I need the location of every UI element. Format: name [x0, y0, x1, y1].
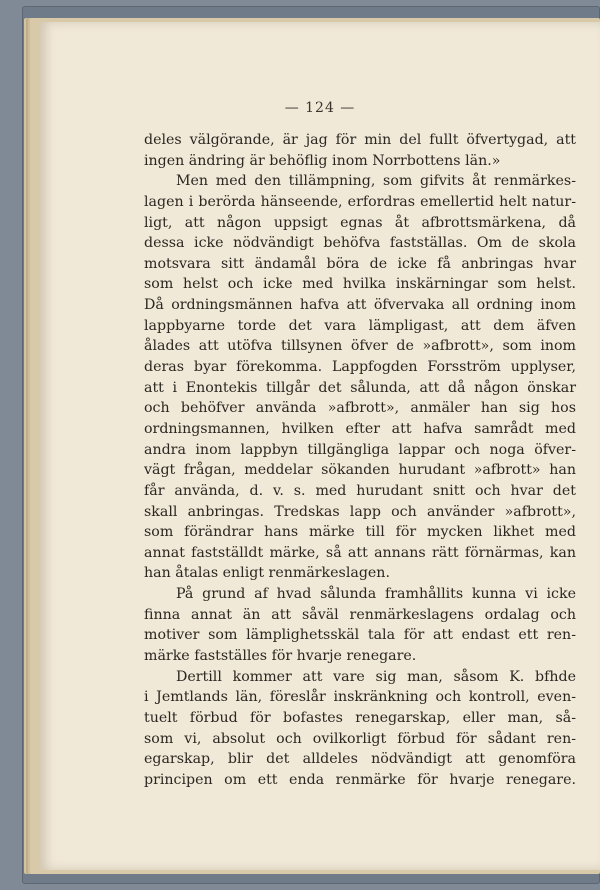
- text-line: deles välgörande, är jag för min del fullt öfvertygad, att: [144, 132, 576, 148]
- text-line: egarskap, blir det alldeles nödvändigt att genomföra: [144, 751, 576, 768]
- text-line: motiver som lämplighetsskäl tala för att endast ett ren-: [144, 627, 576, 644]
- text-line: principen om ett enda renmärke för hvarje renegare.: [144, 771, 576, 788]
- text-line: ordningsmannen, hvilken efter att hafva samrådt med: [144, 420, 576, 437]
- text-line: får använda, d. v. s. med hurudant snitt och hvar det: [144, 482, 576, 499]
- text-line: att i Enontekis tillgår det sålunda, att då någon önskar: [144, 379, 576, 396]
- text-line: han åtalas enligt renmärkeslagen.: [144, 565, 390, 582]
- text-line: ingen ändring är behöflig inom Norrbottens län.»: [144, 152, 501, 169]
- text-line: i Jemtlands län, föreslår inskränkning och kontroll, even-: [144, 689, 576, 706]
- text-line: finna annat än att såväl renmärkeslagens ordalag och: [144, 606, 576, 623]
- text-line: som helst och icke med hvilka inskärningar som helst.: [144, 276, 576, 293]
- text-line: ligt, att någon uppsigt egnas åt afbrottsmärkena, då: [144, 214, 576, 231]
- text-line: andra inom lappbyn tillgängliga lappar och noga öfver-: [144, 441, 576, 458]
- book-page: [40, 22, 600, 870]
- page-text: [144, 130, 576, 791]
- text-line: På grund af hvad sålunda framhållits kunna vi icke: [176, 586, 576, 603]
- text-line: ålades att utöfva tillsynen öfver de »afbrott», som inom: [144, 338, 576, 355]
- text-line: vägt frågan, meddelar sökanden hurudant »afbrott» han: [144, 462, 576, 479]
- text-line: tuelt förbud för bofastes renegarskap, eller man, så-: [144, 709, 576, 726]
- text-line: Men med den tillämpning, som gifvits åt renmärkes-: [176, 173, 576, 190]
- text-line: dessa icke nödvändigt behöfva fastställas. Om de skola: [144, 235, 576, 252]
- text-line: deras byar förekomma. Lappfogden Forsström upplyser,: [144, 359, 576, 376]
- text-line: som förändrar hans märke till för mycken likhet med: [144, 524, 576, 541]
- text-line: annat fastställdt märke, så att annans rätt förnärmas, kan: [144, 544, 576, 561]
- page-number: — 124 —: [284, 100, 356, 116]
- text-line: lappbyarne torde det vara lämpligast, att dem äfven: [144, 317, 576, 334]
- text-line: som vi, absolut och ovilkorligt förbud för sådant ren-: [144, 730, 576, 747]
- text-line: och behöfver använda »afbrott», anmäler han sig hos: [144, 400, 576, 417]
- text-line: motsvara sitt ändamål böra de icke få anbringas hvar: [144, 255, 576, 272]
- text-line: lagen i berörda hänseende, erfordras emellertid helt natur-: [144, 193, 576, 210]
- text-line: Dertill kommer att vare sig man, såsom K. bfhde: [176, 668, 576, 685]
- text-line: märke fastställes för hvarje renegare.: [144, 648, 417, 665]
- text-line: Då ordningsmännen hafva att öfvervaka all ordning inom: [144, 297, 576, 314]
- text-line: skall anbringas. Tredskas lapp och använder »afbrott»,: [144, 503, 576, 520]
